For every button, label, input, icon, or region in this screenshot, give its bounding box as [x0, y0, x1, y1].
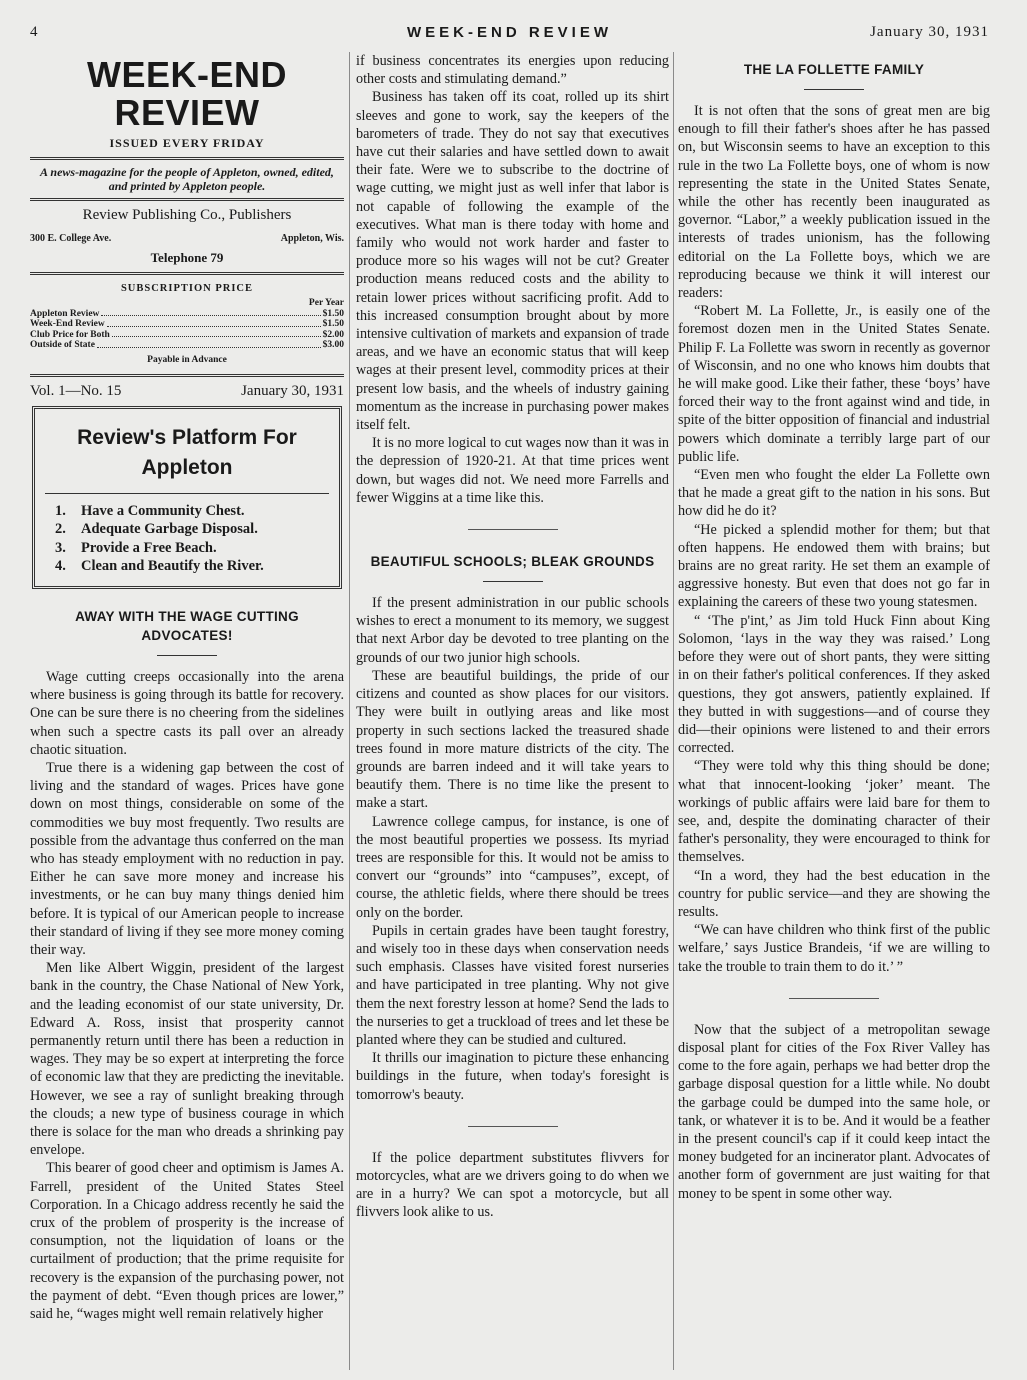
- price-row: Club Price for Both $2.00: [30, 329, 344, 340]
- article-paragraph: This bearer of good cheer and optimism is James A. Farrell, president of the United States Steel Corporation. In a Chicago address recently he said the crux of the problem of prosperity is the increase of consumption, not the liquidation of loans or the curtailment of production; that the prime requisite for recovery is the expansion of the purchasing power, not the payment of debt. “Even though prices are lower,” said he, “wages might well remain relatively higher: [30, 1160, 344, 1323]
- article-paragraph: True there is a widening gap between the cost of living and the standard of wages. Prices have gone down on most things, considerable on some of the commodities we buy most frequently. Two results are possible from the advantage thus conferred on the man who has steady employment with no reduction in pay. Either he can save more money and increase his investments, or he can buy many things denied him before. It is typical of our American people to increase their standard of living if they see more money coming their way.: [30, 759, 344, 958]
- publisher: Review Publishing Co., Publishers: [82, 207, 292, 224]
- platform-box: [32, 406, 342, 589]
- article-paragraph: Lawrence college campus, for instance, is one of the most beautiful properties we possess. Its myriad trees are responsible for this. It would not be amiss to convert our “grounds” into “campuses”, except, of course, the athletic fields, where there should be trees only on the border.: [356, 813, 669, 921]
- platform-item: 4. Clean and Beautify the River.: [55, 558, 264, 575]
- article-paragraph: Now that the subject of a metropolitan sewage disposal plant for cities of the Fox River Valley has come to the fore again, perhaps we had better drop the garbage disposal question for a little while. No doubt the garbage could be dumped into the same hole, or tank, or whatever it is to be. And it would be a feather in the present council's cap if it could keep intact the money budgeted for an incinerator plant. Advocates of another form of government are just waiting for that money to be spent in some other way.: [678, 1021, 990, 1202]
- platform-item: 2. Adequate Garbage Disposal.: [55, 521, 258, 538]
- divider: [30, 198, 344, 201]
- column-left: [30, 52, 344, 1323]
- article-paragraph: “We can have children who think first of the public welfare,’ says Justice Brandeis, ‘if we are willing to take the trouble to train them to do it.’ ”: [678, 922, 990, 975]
- divider: [45, 493, 329, 494]
- masthead-title: WEEK-END REVIEW: [87, 54, 287, 133]
- article-paragraph: “He picked a splendid mother for them; but that often happens. He endowed them with brains; but brains are no great rarity. He set them an example of aggressive honesty. But even that does not go far in explaining the careers of these two young statesmen.: [678, 521, 990, 611]
- article-paragraph: “Even men who fought the elder La Follette own that he made a great gift to the nation in his sons. But how did he do it?: [678, 467, 990, 520]
- divider: [30, 374, 344, 377]
- divider: [30, 157, 344, 160]
- address-line: [30, 230, 344, 248]
- divider: [468, 529, 558, 530]
- article-paragraph: These are beautiful buildings, the pride of our citizens and counted as show places for our visitors. They were built in outlying areas and like most property in such sections lacked the treasured shade trees found in more mature districts of the city. The grounds are barren indeed and it will take years to beautify them. There is no time like the present to make a start.: [356, 667, 669, 812]
- platform-item: 3. Provide a Free Beach.: [55, 539, 217, 556]
- column-middle: [356, 52, 669, 1222]
- price-table: [30, 298, 344, 351]
- wage-headline: AWAY WITH THE WAGE CUTTING ADVOCATES!: [75, 608, 299, 643]
- page-number: 4: [30, 24, 39, 40]
- lafollette-headline: THE LA FOLLETTE FAMILY: [743, 62, 925, 77]
- price-row: Appleton Review $1.50: [30, 308, 344, 319]
- price-row: Week-End Review $1.50: [30, 319, 344, 330]
- subscription-heading: SUBSCRIPTION PRICE: [120, 282, 254, 294]
- volume-date: January 30, 1931: [241, 382, 344, 399]
- article-paragraph: It thrills our imagination to picture these enhancing buildings in the future, when today's foresight is tomorrow's beauty.: [356, 1050, 669, 1103]
- column-right: [678, 52, 990, 1203]
- article-paragraph: It is not often that the sons of great men are big enough to fill their father's shoes after he has passed on, but Wisconsin seems to have an exception to this rule in the two La Follette boys, one of whom is now representing the state in the United States Senate, while the other has recently been inaugurated as governor. “Labor,” a weekly publication issued in the interests of trades unionism, has the following editorial on the La Follette boys, which we are reproducing because we think it will interest our readers:: [678, 103, 990, 302]
- article-paragraph: “They were told why this thing should be done; what that innocent-looking ‘joker’ meant. The workings of public affairs were laid bare for them to see, and, despite the dominating character of their father's personality, they were encouraged to think for themselves.: [678, 758, 990, 866]
- divider: [483, 581, 543, 582]
- article-paragraph: “In a word, they had the best education in the country for public service—and they are showing the results.: [678, 867, 990, 920]
- article-paragraph: It is no more logical to cut wages now than it was in the depression of 1920-21. At that time prices went down, but wages did not. We need more Farrells and fewer Wiggins at a time like this.: [356, 435, 669, 506]
- divider: [157, 655, 217, 656]
- divider: [804, 89, 864, 90]
- article-paragraph: Pupils in certain grades have been taught forestry, and wisely too in these days when conservation needs such emphasis. Classes have visited forest nurseries and have participated in tree planting. Why not give them the next forestry lesson at home? Send the lads to the nurseries to get a truckload of trees and let these be planted where they can be studied and cultured.: [356, 922, 669, 1048]
- page-header: [30, 22, 989, 44]
- column-divider: [349, 52, 350, 1370]
- column-divider: [673, 52, 674, 1370]
- tagline: A news-magazine for the people of Appleton, owned, edited, and printed by Appleton people.: [40, 165, 334, 194]
- article-paragraph: Wage cutting creeps occasionally into the arena where business is going through its battle for recovery. One can be sure there is no cheering from the sidelines when such a spectre casts its pall over an already chaotic situation.: [30, 668, 344, 758]
- volume-number: Vol. 1—No. 15: [30, 382, 122, 399]
- issue-date: January 30, 1931: [870, 24, 989, 40]
- volume-line: [30, 382, 344, 400]
- street-address: 300 E. College Ave.: [30, 233, 112, 245]
- issued-line: ISSUED EVERY FRIDAY: [109, 136, 265, 150]
- platform-item: 1. Have a Community Chest.: [55, 502, 245, 519]
- running-title: WEEK-END REVIEW: [406, 24, 612, 41]
- per-year-label: Per Year: [308, 298, 344, 309]
- platform-title: Review's Platform For Appleton: [77, 425, 297, 479]
- article-paragraph: Men like Albert Wiggin, president of the largest bank in the country, the Chase National of New York, and the leading economist of our state university, Dr. Edward A. Ross, insist that prosperity cannot permanently return until there has been a reduction in wages. They may be so expert at interpreting the force of economic law that they are predicting the inevitable. However, we see a ray of sunlight breaking through the clouds; a new type of business courage in which there is solace for the man who dreads a shrinking pay envelope.: [30, 960, 344, 1159]
- article-paragraph: If the police department substitutes flivvers for motorcycles, what are we drivers going to do when we are in a hurry? We can spot a motorcycle, but all flivvers look alike to us.: [356, 1149, 669, 1221]
- article-paragraph: Business has taken off its coat, rolled up its shirt sleeves and gone to work, say the keepers of the barometers of trade. They do not say that executives have cut their salaries and have settled down to await their fate. Were we to subscribe to the doctrine of wage cutting, we might just as well infer that labor is not capable of following the example of the executives. What man is there today with home and family who would not work harder and faster to produce more so his wages will not be cut? Greater production means reduced costs and the ability to retain lower prices without sacrificing profit. Add to this increased consumption brought about by more intensive cultivation of markets and expansion of trade areas, and we have an economic status that will keep wages at their present level, commodity prices at their present low basis, and the wheels of industry gaining momentum as the increase in purchasing power makes itself felt.: [356, 89, 669, 434]
- platform-list: [45, 502, 329, 576]
- article-paragraph: if business concentrates its energies upon reducing other costs and stimulating demand.”: [356, 53, 669, 88]
- price-row: Outside of State $3.00: [30, 340, 344, 351]
- divider: [468, 1126, 558, 1127]
- divider: [789, 998, 879, 999]
- city: Appleton, Wis.: [280, 233, 344, 245]
- article-paragraph: If the present administration in our public schools wishes to erect a monument to its memory, we suggest that next Arbor day be devoted to tree planting on the grounds of our two junior high schools.: [356, 595, 669, 666]
- article-paragraph: “ ‘The p'int,’ as Jim told Huck Finn about King Solomon, ‘lays in the way they was raised.’ Long before they were out of short pants, they were sitting in on their father's political conferences. If they asked questions, they got answers, patiently explained. If they butted in with suggestions—and of course they did—their opinions were listened to and their errors corrected.: [678, 612, 990, 757]
- payable-note: Payable in Advance: [147, 354, 227, 365]
- schools-headline: BEAUTIFUL SCHOOLS; BLEAK GROUNDS: [370, 554, 655, 570]
- telephone: Telephone 79: [150, 249, 224, 265]
- article-paragraph: “Robert M. La Follette, Jr., is easily one of the foremost dozen men in the United States Senate. Philip F. La Follette was sworn in recently as governor of Wisconsin, and no one who knows him doubts that he will make good. Like their father, these ‘boys’ have forced their way to the front against wind and tide, in spite of the bitter opposition of financial and industrial powers which dominate a terribly large part of our public life.: [678, 303, 990, 465]
- divider: [30, 272, 344, 275]
